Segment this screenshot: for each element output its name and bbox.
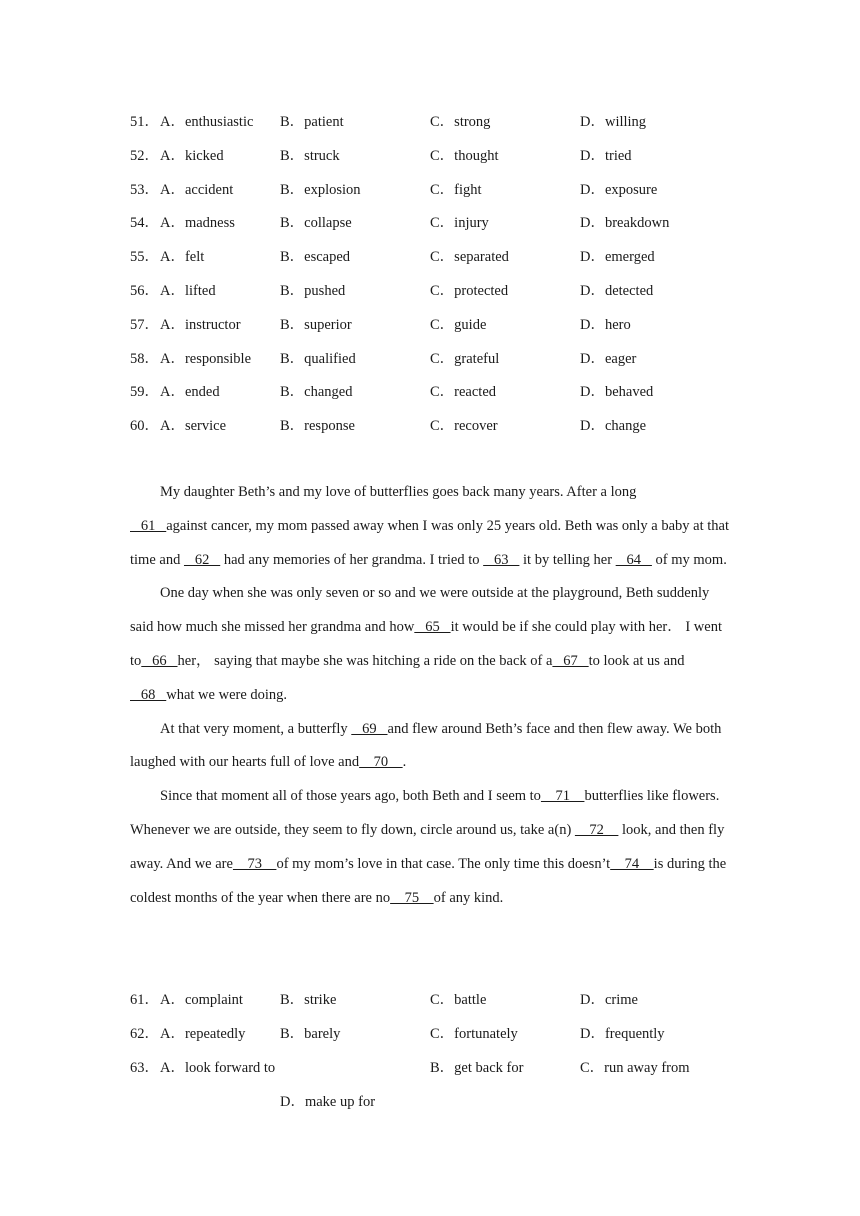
question-number: 51． xyxy=(130,114,159,130)
question-number: 60． xyxy=(130,418,159,435)
option-c: C．run away from xyxy=(580,1060,690,1076)
option-c: C．fortunately xyxy=(430,1025,518,1042)
question-number: 58． xyxy=(130,350,159,367)
passage-paragraph-2: One day when she was only seven or so and we were outside at the playground, Beth suddenly said how much she missed her grandma and how 65 it would be if she could play with her． I went to 66 her， saying that maybe she was hitching a ride on the back of a 67 to look at us and 68 what we were doing. xyxy=(130,585,722,703)
blank-62: 62 xyxy=(183,551,221,568)
blank-67: 67 xyxy=(552,652,589,669)
option-a: A．responsible xyxy=(160,350,252,367)
option-b: B．superior xyxy=(280,316,352,333)
option-c: C．injury xyxy=(430,215,489,232)
option-d: D．frequently xyxy=(580,1025,665,1042)
question-number: 52． xyxy=(130,147,159,164)
option-c: C．recover xyxy=(430,418,498,435)
option-a: A．repeatedly xyxy=(160,1025,246,1042)
option-a: A．service xyxy=(160,418,227,435)
option-b: B．patient xyxy=(280,114,344,130)
option-d: D．exposure xyxy=(580,181,658,198)
option-b: B．struck xyxy=(280,147,340,164)
option-d: D．detected xyxy=(580,283,654,299)
question-number: 54． xyxy=(130,215,159,232)
question-number: 59． xyxy=(130,384,159,401)
passage-paragraph-4: Since that moment all of those years ago, both Beth and I seem to 71 butterflies like flowers. Whenever we are outside, they seem to fly down, circle around us, take a(n) 72 look, and then fly away. And we are 73 of my mom’s love in that case. The only time this doesn’t 74 is during the coldest months of the year when there are no 75 of any kind. xyxy=(130,788,727,906)
option-c: C．protected xyxy=(430,283,509,299)
option-a: A．enthusiastic xyxy=(160,114,254,130)
option-b: B．qualified xyxy=(280,350,356,367)
option-b: B．collapse xyxy=(280,215,352,232)
option-b: B．response xyxy=(280,418,355,435)
option-b: B．changed xyxy=(280,384,353,401)
question-number: 55． xyxy=(130,249,159,266)
option-c: C．separated xyxy=(430,249,509,266)
option-a: A．felt xyxy=(160,249,205,266)
option-b: B．strike xyxy=(280,992,337,1008)
option-b: B．pushed xyxy=(280,283,346,299)
option-a: A．instructor xyxy=(160,316,241,333)
option-d: D．breakdown xyxy=(580,215,670,232)
blank-72: 72 xyxy=(574,821,619,838)
option-a: A．kicked xyxy=(160,147,224,164)
blank-70: 70 xyxy=(359,754,403,771)
option-b: B．explosion xyxy=(280,181,361,198)
option-c: C．strong xyxy=(430,114,491,130)
option-b: B．barely xyxy=(280,1025,341,1042)
option-d: D．eager xyxy=(580,350,637,367)
option-c: C．battle xyxy=(430,992,487,1008)
blank-64: 64 xyxy=(615,551,652,568)
option-b: B．escaped xyxy=(280,249,351,266)
option-d: D．tried xyxy=(580,147,632,164)
option-c: C．reacted xyxy=(430,384,497,401)
option-c: C．grateful xyxy=(430,350,500,367)
option-a: A．lifted xyxy=(160,283,216,299)
question-number: 63． xyxy=(130,1060,159,1076)
blank-65: 65 xyxy=(414,619,451,636)
option-d: D．change xyxy=(580,418,647,435)
option-a: A．accident xyxy=(160,181,234,198)
blank-66: 66 xyxy=(141,652,178,669)
option-d: D．make up for xyxy=(280,1094,376,1110)
option-c: C．fight xyxy=(430,181,482,198)
option-a: A．madness xyxy=(160,215,235,232)
question-number: 61． xyxy=(130,992,159,1008)
passage-paragraph-3: At that very moment, a butterfly 69 and flew around Beth’s face and then flew away. We both laughed with our hearts full of love and 70 . xyxy=(130,720,722,771)
passage-paragraph-1: My daughter Beth’s and my love of butterflies goes back many years. After a long 61 against cancer, my mom passed away when I was only 25 years old. Beth was only a baby at that time and 62 had any memories of her grandma. I tried to 63 it by telling her 64 of my mom. xyxy=(130,484,730,568)
blank-74: 74 xyxy=(610,855,654,872)
option-a: A．ended xyxy=(160,384,220,401)
blank-61: 61 xyxy=(130,517,167,534)
option-b: B．get back for xyxy=(430,1060,524,1076)
blank-75: 75 xyxy=(390,889,434,906)
option-d: D．crime xyxy=(580,992,638,1008)
question-number: 56． xyxy=(130,283,159,299)
blank-69: 69 xyxy=(351,720,388,737)
blank-68: 68 xyxy=(130,686,167,703)
blank-71: 71 xyxy=(540,788,585,805)
option-c: C．thought xyxy=(430,147,499,164)
blank-63: 63 xyxy=(483,551,520,568)
question-number: 57． xyxy=(130,316,159,333)
option-d: D．willing xyxy=(580,114,647,130)
cloze-passage xyxy=(130,476,730,915)
question-number: 53． xyxy=(130,181,159,198)
blank-73: 73 xyxy=(232,855,277,872)
option-a: A．look forward to xyxy=(160,1060,276,1076)
question-number: 62． xyxy=(130,1025,159,1042)
option-a: A．complaint xyxy=(160,992,243,1008)
option-d: D．emerged xyxy=(580,249,655,266)
option-c: C．guide xyxy=(430,316,487,333)
option-d: D．behaved xyxy=(580,384,654,401)
option-d: D．hero xyxy=(580,316,631,333)
